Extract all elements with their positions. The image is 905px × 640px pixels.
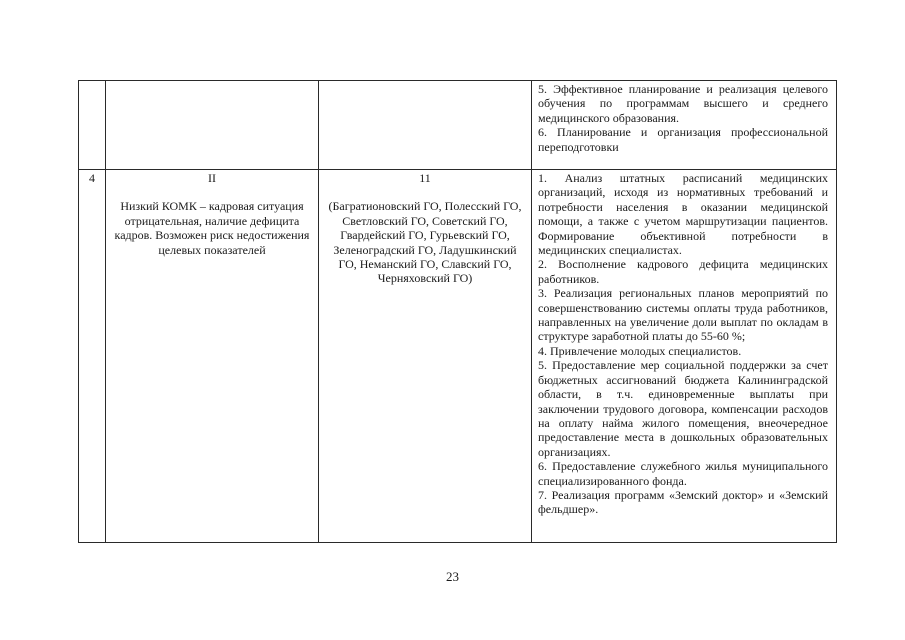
areas-cell — [319, 170, 532, 543]
measures-table — [78, 80, 837, 543]
measures-cell — [532, 81, 837, 170]
measure-item: 6. Предоставление служебного жилья муниципального специализированного фонда. — [538, 459, 828, 488]
page-number: 23 — [446, 569, 459, 584]
table-row-4 — [79, 170, 837, 543]
measure-item: 5. Эффективное планирование и реализация целевого обучения по программам высшего и среднего медицинского образования. — [538, 82, 828, 125]
areas-count: 11 — [419, 171, 431, 185]
row-number-cell: 4 — [79, 170, 106, 543]
measure-item: 4. Привлечение молодых специалистов. — [538, 343, 742, 358]
measures-cell — [532, 170, 837, 543]
measure-item: 3. Реализация региональных планов мероприятий по совершенствованию системы оплаты труда работников, направленных на увеличение доли выплат по окладам в структуре заработной платы до 55-60 %; — [538, 286, 828, 344]
row-number-cell — [79, 81, 106, 170]
measure-item: 6. Планирование и организация профессиональной переподготовки — [538, 125, 828, 154]
group-cell — [106, 170, 319, 543]
areas-list: (Багратионовский ГО, Полесский ГО, Светловский ГО, Советский ГО, Гвардейский ГО, Гурьевский ГО, Зеленоградский ГО, Ладушкинский ГО, Неманский ГО, Славский ГО, Черняховский ГО) — [328, 199, 522, 286]
table-row-continued — [79, 81, 837, 170]
measure-item: 5. Предоставление мер социальной поддержки за счет бюджетных ассигнований бюджета Калининградской области, в т.ч. единовременные выплаты при заключении трудового договора, компенсации расходов на оплату найма жилого помещения, внеочередное предоставление места в дошкольных образовательных организациях. — [538, 358, 828, 459]
group-level: II — [208, 171, 216, 185]
measure-item: 2. Восполнение кадрового дефицита медицинских работников. — [538, 257, 828, 286]
measure-item: 7. Реализация программ «Земский доктор» и «Земский фельдшер». — [538, 487, 828, 517]
areas-cell — [319, 81, 532, 170]
group-description: Низкий КОМК – кадровая ситуация отрицательная, наличие дефицита кадров. Возможен риск недостижения целевых показателей — [114, 199, 310, 257]
measure-item: 1. Анализ штатных расписаний медицинских организаций, исходя из нормативных требований и потребности населения в оказании медицинской помощи, а также с учетом маршрутизации пациентов. Формирование объективной потребности в медицинских специалистах. — [538, 171, 828, 258]
group-cell — [106, 81, 319, 170]
